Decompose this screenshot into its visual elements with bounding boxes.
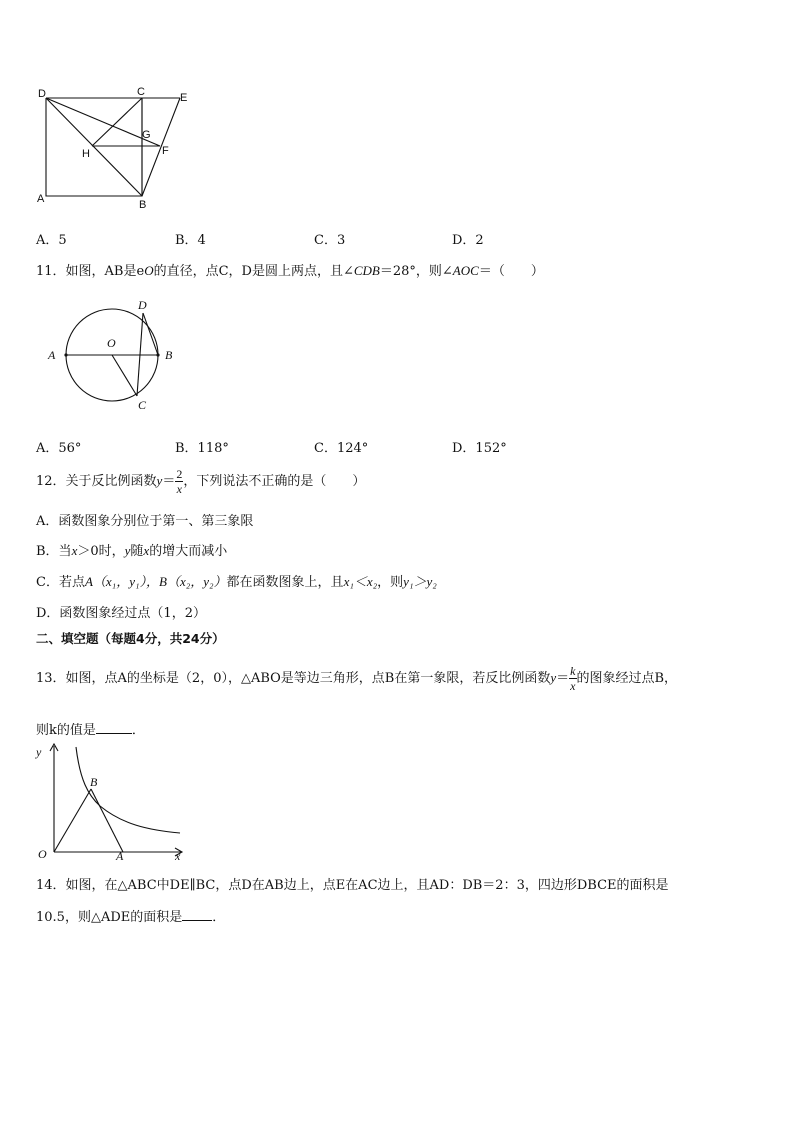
q12-den: x bbox=[176, 482, 182, 496]
q11-label-b: B bbox=[165, 348, 173, 362]
q13-suffix: 的图象经过点B， bbox=[576, 671, 678, 686]
q12-c-b-coord: （x₂，y₂） bbox=[166, 574, 227, 589]
q11-stem bbox=[36, 260, 544, 279]
q12-y: y bbox=[156, 473, 163, 488]
q12-num: 2 bbox=[176, 467, 183, 481]
q13-num: k bbox=[570, 664, 576, 678]
q13-line2-text: 则k的值是 bbox=[36, 723, 96, 738]
q12-b-x2: x bbox=[143, 543, 150, 558]
q11-label-d: D bbox=[138, 298, 147, 312]
q11-option-b: B．118° bbox=[175, 441, 229, 456]
q11-angle-cdb: ∠CDB bbox=[342, 263, 380, 278]
q10-option-c: C．3 bbox=[314, 233, 346, 248]
q14-line2-end: ． bbox=[212, 910, 226, 925]
q10-option-d: D．2 bbox=[452, 233, 484, 248]
section-2-heading: 二、填空题（每题4分，共24分） bbox=[36, 631, 225, 646]
q11-mid: 的直径，点C，D是圆上两点，且 bbox=[153, 264, 343, 279]
q12-c-cond: x₁＜x₂ bbox=[343, 574, 378, 589]
q12-suffix: ，下列说法不正确的是（ ） bbox=[183, 474, 366, 489]
q11-point-a bbox=[64, 353, 67, 356]
q12-option-a: A．函数图象分别位于第一、第三象限 bbox=[36, 514, 254, 529]
q13-fraction bbox=[569, 665, 576, 692]
q13-eq: ＝ bbox=[556, 671, 570, 686]
q14-line1: 14．如图，在△ABC中DE∥BC，点D在AB边上，点E在AC边上，且AD：DB＝2：3，四边形DBCE的面积是 bbox=[36, 878, 669, 893]
q12-c-b: B bbox=[159, 574, 167, 589]
q13-label-b: B bbox=[90, 775, 98, 789]
q11-option-c: C．124° bbox=[314, 441, 369, 456]
q14-line2-text: 10.5，则△ADE的面积是 bbox=[36, 910, 183, 925]
q10-option-a: A．5 bbox=[36, 233, 67, 248]
q13-label-x: x bbox=[175, 849, 181, 863]
q10-label-f: F bbox=[162, 145, 169, 157]
q10-label-c: C bbox=[137, 86, 145, 98]
q14-answer-blank[interactable] bbox=[182, 920, 212, 921]
q11-label-c: C bbox=[138, 398, 147, 412]
q11-point-b bbox=[156, 353, 159, 356]
q12-c-pre: C．若点 bbox=[36, 575, 85, 590]
q12-b-pre: B．当 bbox=[36, 544, 72, 559]
q12-c-result: y₁＞y₂ bbox=[403, 574, 437, 589]
q12-b-x: x bbox=[71, 543, 78, 558]
q12-prefix: 12．关于反比例函数 bbox=[36, 474, 157, 489]
q13-prefix: 13．如图，点A的坐标是（2，0），△ABO是等边三角形，点B在第一象限，若反比例函数 bbox=[36, 671, 551, 686]
q12-b-y: y bbox=[124, 543, 131, 558]
q13-label-y: y bbox=[36, 745, 42, 759]
q13-line1 bbox=[36, 658, 677, 699]
q11-label-o: O bbox=[107, 336, 116, 350]
q10-label-h: H bbox=[82, 148, 90, 160]
q11-option-d: D．152° bbox=[452, 441, 507, 456]
q14-line2 bbox=[36, 906, 225, 925]
q11-eq2: ＝（ ） bbox=[478, 264, 544, 279]
q12-option-d: D．函数图象经过点（1，2） bbox=[36, 606, 206, 621]
q11-option-a: A．56° bbox=[36, 441, 82, 456]
q11-angle-aoc: ∠AOC bbox=[441, 263, 479, 278]
q12-c-a: A bbox=[84, 574, 93, 589]
q10-label-a: A bbox=[37, 193, 45, 205]
q11-figure bbox=[44, 296, 184, 416]
q10-figure bbox=[30, 84, 200, 214]
q13-label-o: O bbox=[38, 847, 47, 861]
q10-label-g: G bbox=[142, 129, 151, 141]
q11-eq1: ＝28°，则 bbox=[379, 264, 442, 279]
q10-option-b: B．4 bbox=[175, 233, 206, 248]
q12-c-then: ，则 bbox=[377, 575, 404, 590]
q13-line2-end: ． bbox=[131, 723, 145, 738]
q12-eq: ＝ bbox=[162, 474, 176, 489]
q11-circle-symbol: e bbox=[136, 264, 145, 279]
q12-b-mid2: 随 bbox=[130, 544, 144, 559]
q13-line2 bbox=[36, 719, 145, 738]
q12-c-mid: 都在函数图象上，且 bbox=[226, 575, 344, 590]
q13-y: y bbox=[550, 670, 557, 685]
q10-label-b: B bbox=[139, 199, 147, 211]
q13-label-a: A bbox=[116, 849, 124, 863]
q13-answer-blank[interactable] bbox=[96, 733, 132, 734]
q13-triangle bbox=[54, 789, 123, 852]
q13-den: x bbox=[570, 679, 576, 693]
q12-option-b bbox=[36, 540, 227, 559]
q12-stem bbox=[36, 463, 365, 500]
q12-b-suffix: 的增大而减小 bbox=[149, 544, 228, 559]
q10-figure-lines bbox=[46, 98, 180, 196]
q10-label-d: D bbox=[38, 88, 46, 100]
q11-label-a: A bbox=[48, 348, 56, 362]
q10-label-e: E bbox=[180, 92, 188, 104]
q11-prefix: 11．如图，AB是 bbox=[36, 264, 137, 279]
q11-figure-lines bbox=[66, 313, 158, 396]
q12-b-mid: ＞0时， bbox=[77, 544, 125, 559]
q13-figure bbox=[32, 740, 192, 866]
q12-option-c bbox=[36, 571, 437, 590]
q11-o: O bbox=[144, 263, 154, 278]
q12-c-a-coord: （x₁，y₁）， bbox=[92, 574, 159, 589]
